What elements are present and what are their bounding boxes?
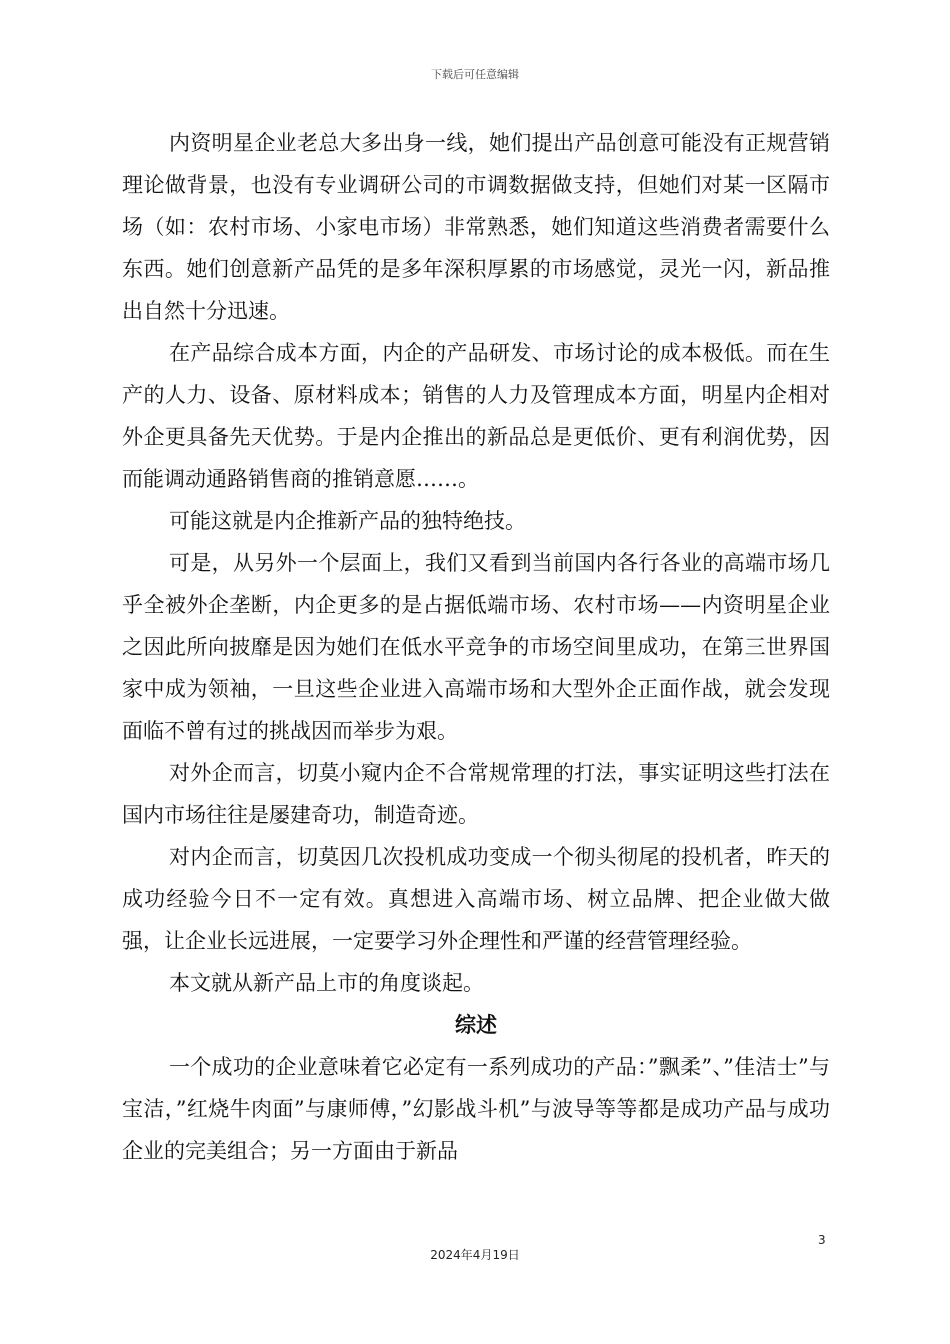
page-header: 下载后可任意编辑 — [431, 68, 519, 81]
paragraph-2: 在产品综合成本方面，内企的产品研发、市场讨论的成本极低。而在生产的人力、设备、原材料成本；销售的人力及管理成本方面，明星内企相对外企更具备先天优势。于是内企推出的新品总是更低价、更有利润优势，因而能调动通路销售商的推销意愿……。 — [122, 341, 830, 491]
footer-date: 2024年4月19日 — [430, 1248, 520, 1262]
paragraph-4: 可是，从另外一个层面上，我们又看到当前国内各行各业的高端市场几乎全被外企垄断，内企更多的是占据低端市场、农村市场——内资明星企业之因此所向披靡是因为她们在低水平竞争的市场空间里成功，在第三世界国家中成为领袖，一旦这些企业进入高端市场和大型外企正面作战，就会发现面临不曾有过的挑战因而举步为艰。 — [122, 551, 830, 743]
paragraph-1: 内资明星企业老总大多出身一线，她们提出产品创意可能没有正规营销理论做背景，也没有专业调研公司的市调数据做支持，但她们对某一区隔市场（如：农村市场、小家电市场）非常熟悉，她们知道这些消费者需要什么东西。她们创意新产品凭的是多年深积厚累的市场感觉，灵光一闪，新品推出自然十分迅速。 — [122, 131, 830, 323]
document-body — [122, 122, 830, 1172]
paragraph-3: 可能这就是内企推新产品的独特绝技。 — [169, 509, 526, 533]
page-number: 3 — [818, 1233, 826, 1247]
paragraph-7: 本文就从新产品上市的角度谈起。 — [169, 971, 484, 995]
paragraph-5: 对外企而言，切莫小窥内企不合常规常理的打法，事实证明这些打法在国内市场往往是屡建奇功，制造奇迹。 — [122, 761, 830, 827]
section-heading: 综述 — [455, 1013, 497, 1037]
paragraph-6: 对内企而言，切莫因几次投机成功变成一个彻头彻尾的投机者，昨天的成功经验今日不一定有效。真想进入高端市场、树立品牌、把企业做大做强，让企业长远进展，一定要学习外企理性和严谨的经营管理经验。 — [122, 845, 830, 953]
section-paragraph: 一个成功的企业意味着它必定有一系列成功的产品：”飘柔”、”佳洁士”与宝洁，”红烧牛肉面”与康师傅，”幻影战斗机”与波导等等都是成功产品与成功企业的完美组合；另一方面由于新品 — [122, 1055, 830, 1163]
